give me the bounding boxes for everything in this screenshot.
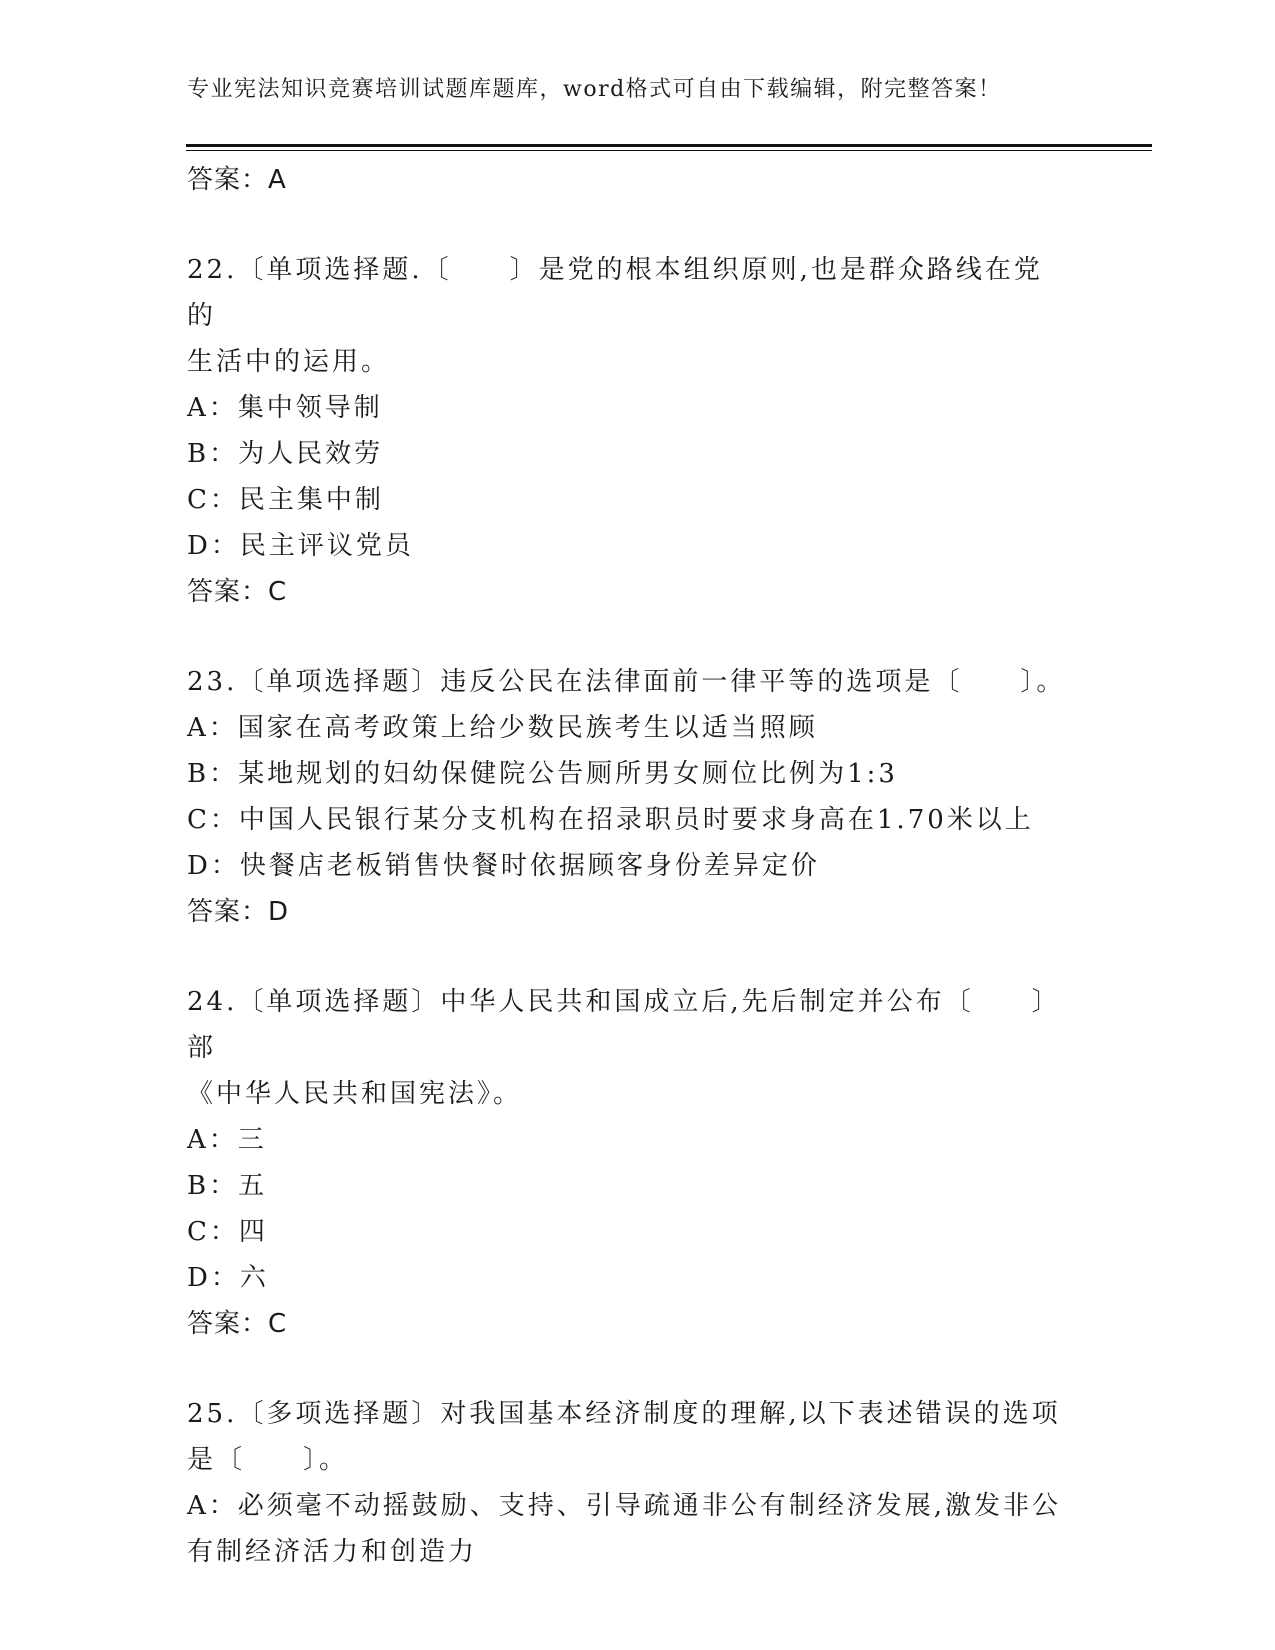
answer-line: 答案：D xyxy=(187,897,290,927)
option-c: C：四 xyxy=(187,1217,268,1247)
option-b: B：为人民效劳 xyxy=(187,439,384,469)
question-text: 22.〔单项选择题.〔 〕是党的根本组织原则,也是群众路线在党的 xyxy=(187,255,1043,331)
option-a-continued: 有制经济活力和创造力 xyxy=(187,1537,478,1567)
option-b: B：某地规划的妇幼保健院公告厕所男女厕位比例为1:3 xyxy=(187,759,898,789)
answer-line: 答案：C xyxy=(187,577,288,607)
answer-line: 答案：A xyxy=(187,165,287,195)
option-d: D：快餐店老板销售快餐时依据顾客身份差异定价 xyxy=(187,851,820,881)
question-23 xyxy=(187,659,1087,935)
option-b: B：五 xyxy=(187,1171,268,1201)
question-text: 是〔 〕。 xyxy=(187,1445,349,1475)
option-a: A：必须毫不动摇鼓励、支持、引导疏通非公有制经济发展,激发非公 xyxy=(187,1491,1062,1521)
question-text: 《中华人民共和国宪法》。 xyxy=(187,1079,523,1109)
option-a: A：集中领导制 xyxy=(187,393,383,423)
document-body xyxy=(187,157,1087,1575)
question-text: 生活中的运用。 xyxy=(187,347,391,377)
header-rule-thick xyxy=(186,144,1152,147)
option-d: D：六 xyxy=(187,1263,269,1293)
option-a: A：国家在高考政策上给少数民族考生以适当照顾 xyxy=(187,713,818,743)
question-text: 23.〔单项选择题〕违反公民在法律面前一律平等的选项是〔 〕。 xyxy=(187,667,1066,697)
question-text: 25.〔多项选择题〕对我国基本经济制度的理解,以下表述错误的选项 xyxy=(187,1399,1061,1429)
option-a: A：三 xyxy=(187,1125,267,1155)
option-d: D：民主评议党员 xyxy=(187,531,414,561)
header-rule-thin xyxy=(186,150,1152,151)
question-25 xyxy=(187,1391,1087,1575)
option-c: C：民主集中制 xyxy=(187,485,384,515)
answer-line: 答案：C xyxy=(187,1309,288,1339)
question-text: 24.〔单项选择题〕中华人民共和国成立后,先后制定并公布〔 〕部 xyxy=(187,987,1061,1063)
question-24 xyxy=(187,979,1087,1347)
question-22 xyxy=(187,247,1087,615)
option-c: C：中国人民银行某分支机构在招录职员时要求身高在1.70米以上 xyxy=(187,805,1034,835)
page-header: 专业宪法知识竞赛培训试题库题库，word格式可自由下载编辑，附完整答案！ xyxy=(187,77,1002,102)
